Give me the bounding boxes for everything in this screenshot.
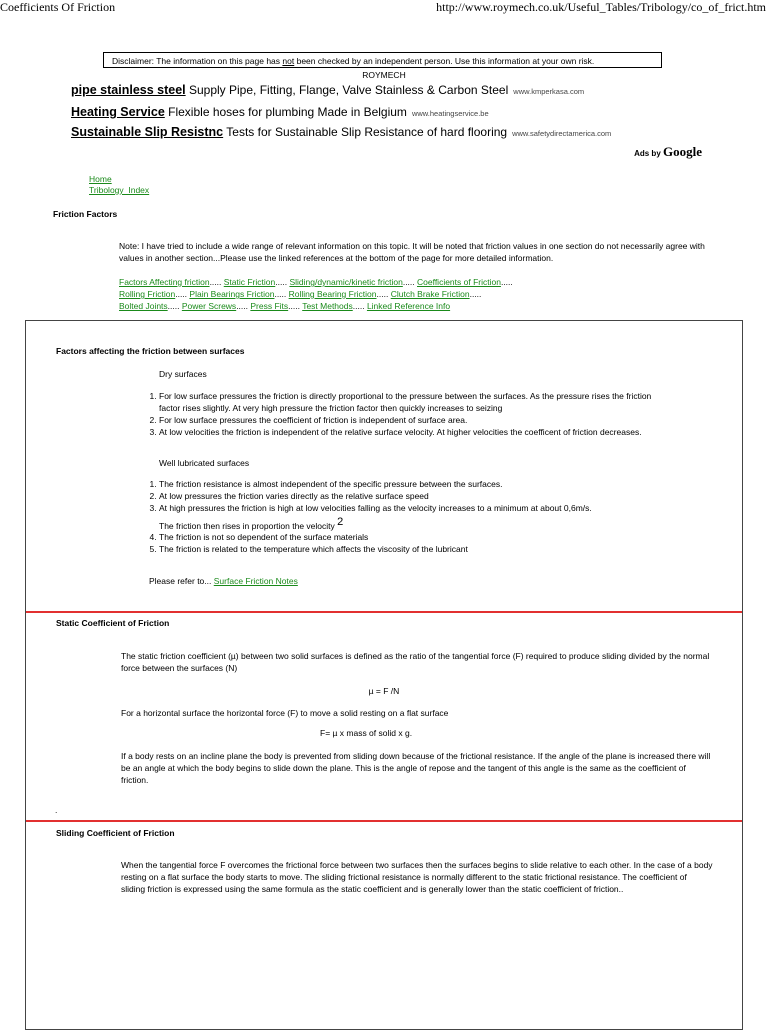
ad-item[interactable] [71,125,611,139]
list-item: 1. For low surface pressures the friction is directly proportional to the pressure between the surfaces. As the pressure rises the friction factor rises slightly. At very high pressure the friction factor then quickly increases to seizing [159,390,659,414]
ad-text: Tests for Sustainable Slip Resistance of hard flooring [226,125,508,139]
lubricated-surfaces-label: Well lubricated surfaces [159,458,250,468]
link-factors[interactable]: Factors Affecting friction [119,277,210,287]
sep: ..... [288,301,300,311]
link-coefficients[interactable]: Coefficients of Friction [417,277,501,287]
ad-text: Flexible hoses for plumbing Made in Belgium [168,105,407,119]
list-item: 3. At high pressures the friction is high at low velocities falling as the velocity increases to a minimum at about 0,6m/s. [159,502,679,514]
ad-url[interactable]: www.safetydirectamerica.com [512,129,612,138]
list-item: 5. The friction is related to the temperature which affects the viscosity of the lubricant [159,543,679,555]
velocity-exponent: 2 [337,516,344,528]
home-link[interactable]: Home [89,174,112,184]
static-equation-2: F= µ x mass of solid x g. [320,728,413,738]
sep: ..... [209,277,222,287]
sep: ..... [376,289,389,299]
link-reference-info[interactable]: Linked Reference Info [366,301,451,311]
quicklinks [119,276,719,312]
lubricated-surfaces-list-cont [141,531,679,555]
ads-by-google[interactable] [634,144,702,160]
ad-title[interactable]: pipe stainless steel [71,83,186,97]
intro-note: Note: I have tried to include a wide range of relevant information on this topic. It will be noted that friction values in one section do not necessarily agree with values in another section...Please use the linked references at the bottom of the page for more detailed information. [119,241,705,263]
list-item: 1. The friction resistance is almost independent of the specific pressure between the surfaces. [159,478,679,490]
page-url-header: http://www.roymech.co.uk/Useful_Tables/Tribology/co_of_frict.htm [436,0,766,14]
sep: ..... [500,277,513,287]
ad-item[interactable] [71,105,489,119]
disclaimer-text-2: been checked by an independent person. Use this information at your own risk. [294,56,595,66]
sep: ..... [236,301,248,311]
list-item: 2. For low surface pressures the coefficient of friction is independent of surface area. [159,414,659,426]
disclaimer-box [103,52,662,68]
ad-title[interactable]: Heating Service [71,105,165,119]
list-item: 2. At low pressures the friction varies directly as the relative surface speed [159,490,679,502]
ads-block [66,78,706,160]
sep: ..... [402,277,415,287]
dry-surfaces-label: Dry surfaces [159,369,207,379]
section-divider [26,820,742,822]
static-paragraph-3: If a body rests on an incline plane the body is prevented from sliding down because of the frictional resistance. If the angle of the plane is increased there will be an angle at which the body begins to slide down the plane. This is the angle of repose and the tangent of this angle is the same as the coefficient of friction. [121,751,711,785]
link-clutch-brake[interactable]: Clutch Brake Friction [390,289,470,299]
link-static[interactable]: Static Friction [223,277,276,287]
quicklinks-row [119,300,719,312]
static-paragraph-1: The static friction coefficient (µ) between two solid surfaces is defined as the ratio of the tangential force (F) required to produce sliding divided by the normal force between the surfaces (N) [121,651,710,673]
link-bolted-joints[interactable]: Bolted Joints [119,301,168,311]
sep: ..... [167,301,180,311]
factors-heading: Factors affecting the friction between surfaces [56,346,245,356]
velocity-note [159,516,343,532]
surface-friction-notes-link[interactable]: Surface Friction Notes [213,576,298,586]
tribology-index-link[interactable]: Tribology_Index [89,185,150,195]
static-heading: Static Coefficient of Friction [56,618,170,628]
link-power-screws[interactable]: Power Screws [181,301,237,311]
list-item: 4. The friction is not so dependent of the surface materials [159,531,679,543]
ad-title[interactable]: Sustainable Slip Resistnc [71,125,224,139]
sep: ..... [469,289,482,299]
static-paragraph-2: For a horizontal surface the horizontal force (F) to move a solid resting on a flat surface [121,708,449,718]
sep: ..... [275,277,288,287]
link-rolling-bearing[interactable]: Rolling Bearing Friction [288,289,377,299]
section-divider [26,611,742,613]
quicklinks-row [119,276,719,288]
link-press-fits[interactable]: Press Fits [250,301,289,311]
static-equation-1: µ = F /N [368,686,400,696]
velocity-text: The friction then rises in proportion the velocity [159,520,335,531]
sliding-heading: Sliding Coefficient of Friction [56,828,175,838]
ads-by-label: Ads by [634,149,661,158]
sep: ..... [274,289,287,299]
quicklinks-row [119,288,719,300]
refer-line [149,575,298,587]
disclaimer-not: not [282,56,295,66]
list-item: 3. At low velocities the friction is independent of the relative surface velocity. At higher velocities the coefficent of friction decreases. [159,426,659,438]
google-logo: Google [663,144,702,159]
page-heading: Friction Factors [53,209,118,219]
ad-item[interactable] [71,83,584,97]
lubricated-surfaces-list [141,478,679,514]
page-title-header: Coefficients Of Friction [0,0,116,14]
ad-url[interactable]: www.heatingservice.be [411,109,489,118]
site-name: ROYMECH [362,70,406,80]
sliding-paragraph-1: When the tangential force F overcomes the frictional force between two surfaces then the surfaces begins to slide relative to each other. In the case of a body resting on a flat surface the body starts to move. The sliding frictional resistance is normally different to the static frictional resistance. The coefficient of sliding friction is expressed using the same formula as the static coefficient and is generally lower than the static coefficient of friction.. [121,860,713,894]
link-plain-bearings[interactable]: Plain Bearings Friction [189,289,275,299]
ad-text: Supply Pipe, Fitting, Flange, Valve Stainless & Carbon Steel [188,83,509,97]
link-sliding[interactable]: Sliding/dynamic/kinetic friction [289,277,403,287]
sep: ..... [175,289,188,299]
dry-surfaces-list [141,390,659,438]
ad-url[interactable]: www.kmperkasa.com [513,87,585,96]
link-test-methods[interactable]: Test Methods [302,301,353,311]
refer-text: Please refer to... [149,576,212,586]
sep: ..... [352,301,365,311]
disclaimer-text-1: Disclaimer: The information on this page has [112,56,283,66]
link-rolling[interactable]: Rolling Friction [119,289,176,299]
stray-dot: . [55,805,58,815]
